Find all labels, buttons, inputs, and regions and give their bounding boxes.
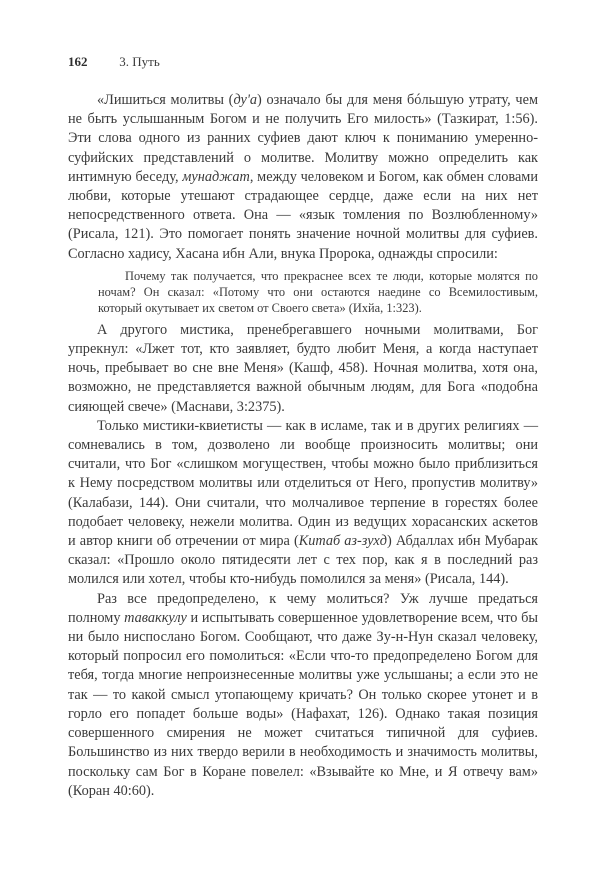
text-run: , между человеком и Богом, как обмен словами любви, которые утешают страдающее сердце, даже если на них нет непосредственного ответа. Она — «язык томления по Возлюбленному» (Рисала, 121). Это помогает понять значение ночной молитвы для суфиев. Согласно хадису, Хасана ибн Али, внука Пророка, однажды спросили:: [68, 168, 538, 262]
text-run: «Лишиться молитвы (: [97, 92, 234, 108]
italic-term: таваккулу: [124, 609, 187, 626]
paragraph: [68, 321, 538, 417]
text-run: А другого мистика, пренебрегавшего ночными молитвами, Бог упрекнул: «Лжет тот, кто заявляет, будто любит Меня, а когда наступает ночь, пребывает во сне вне Меня» (Кашф, 458). Ночная молитва, хотя она, возможно, не представляется важной обычным людям, для Бога «подобна сияющей свече» (Маснави, 3:2375).: [68, 321, 538, 415]
paragraph: [68, 91, 538, 264]
text-run: Только мистики-квиетисты — как в исламе, так и в других религиях — сомневались в том, дозволено ли вообще произносить молитвы; они считали, что Бог «слишком могуществен, чтобы можно было приблизиться к Нему посредством молитвы или отделиться от Него, пропустив молитву» (Калабази, 144). Они считали, что молчаливое терпение в горестях более подобает человеку, нежели молитва. Один из ведущих хорасанских аскетов и автор книги об отречении от мира (: [68, 417, 538, 550]
page-number: 162: [68, 54, 88, 69]
text-run: Раз все предопределено, к чему молиться? Уж лучше предаться полному: [68, 590, 538, 626]
text-run: ) Абдаллах ибн Мубарак сказал: «Прошло около пятидесяти лет с тех пор, как я в последний раз молился или хотел, чтобы кто-нибудь помолился за меня» (Рисала, 144).: [68, 533, 538, 588]
body-text: [68, 91, 538, 801]
paragraph: [68, 417, 538, 590]
running-head: [68, 53, 160, 71]
text-run: ) означало бы для меня бóльшую утрату, чем не быть услышанным Богом и не получить Его милость» (Тазкират, 1:56). Эти слова одного из ранних суфиев дают ключ к пониманию умеренно-суфийских представлений о молитве. Молитву можно определить как интимную беседу,: [68, 92, 538, 185]
paragraph: [68, 590, 538, 801]
chapter-title: 3. Путь: [119, 54, 160, 69]
italic-term: ду'а: [233, 92, 258, 108]
italic-term: мунаджат: [182, 168, 250, 185]
block-quote: [98, 268, 538, 316]
text-run: и испытывать совершенное удовлетворение всем, что бы ни было ниспослано Богом. Сообщают, что даже Зу-н-Нун сказал человеку, который попросил его помолиться: «Если что-то предопределено Богом для тебя, тогда многие непроизнесенные молитвы уже услышаны; а если это не так — то какой смысл утопающему кричать? Он только скорее утонет и в горло его попадет больше воды» (Нафахат, 126). Однако такая позиция совершенного смирения не может считаться типичной для суфиев. Большинство из них твердо верили в необходимость и значимость молитвы, поскольку сам Бог в Коране повелел: «Взывайте ко Мне, и Я отвечу вам» (Коран 40:60).: [68, 609, 538, 799]
italic-term: Китаб аз-зухд: [298, 533, 387, 550]
text-run: Почему так получается, что прекраснее всех те люди, которые молятся по ночам? Он сказал: «Потому что они остаются наедине со Всемилостивым, который окутывает их светом от Своего света» (Ихйа, 1:323).: [98, 268, 538, 315]
